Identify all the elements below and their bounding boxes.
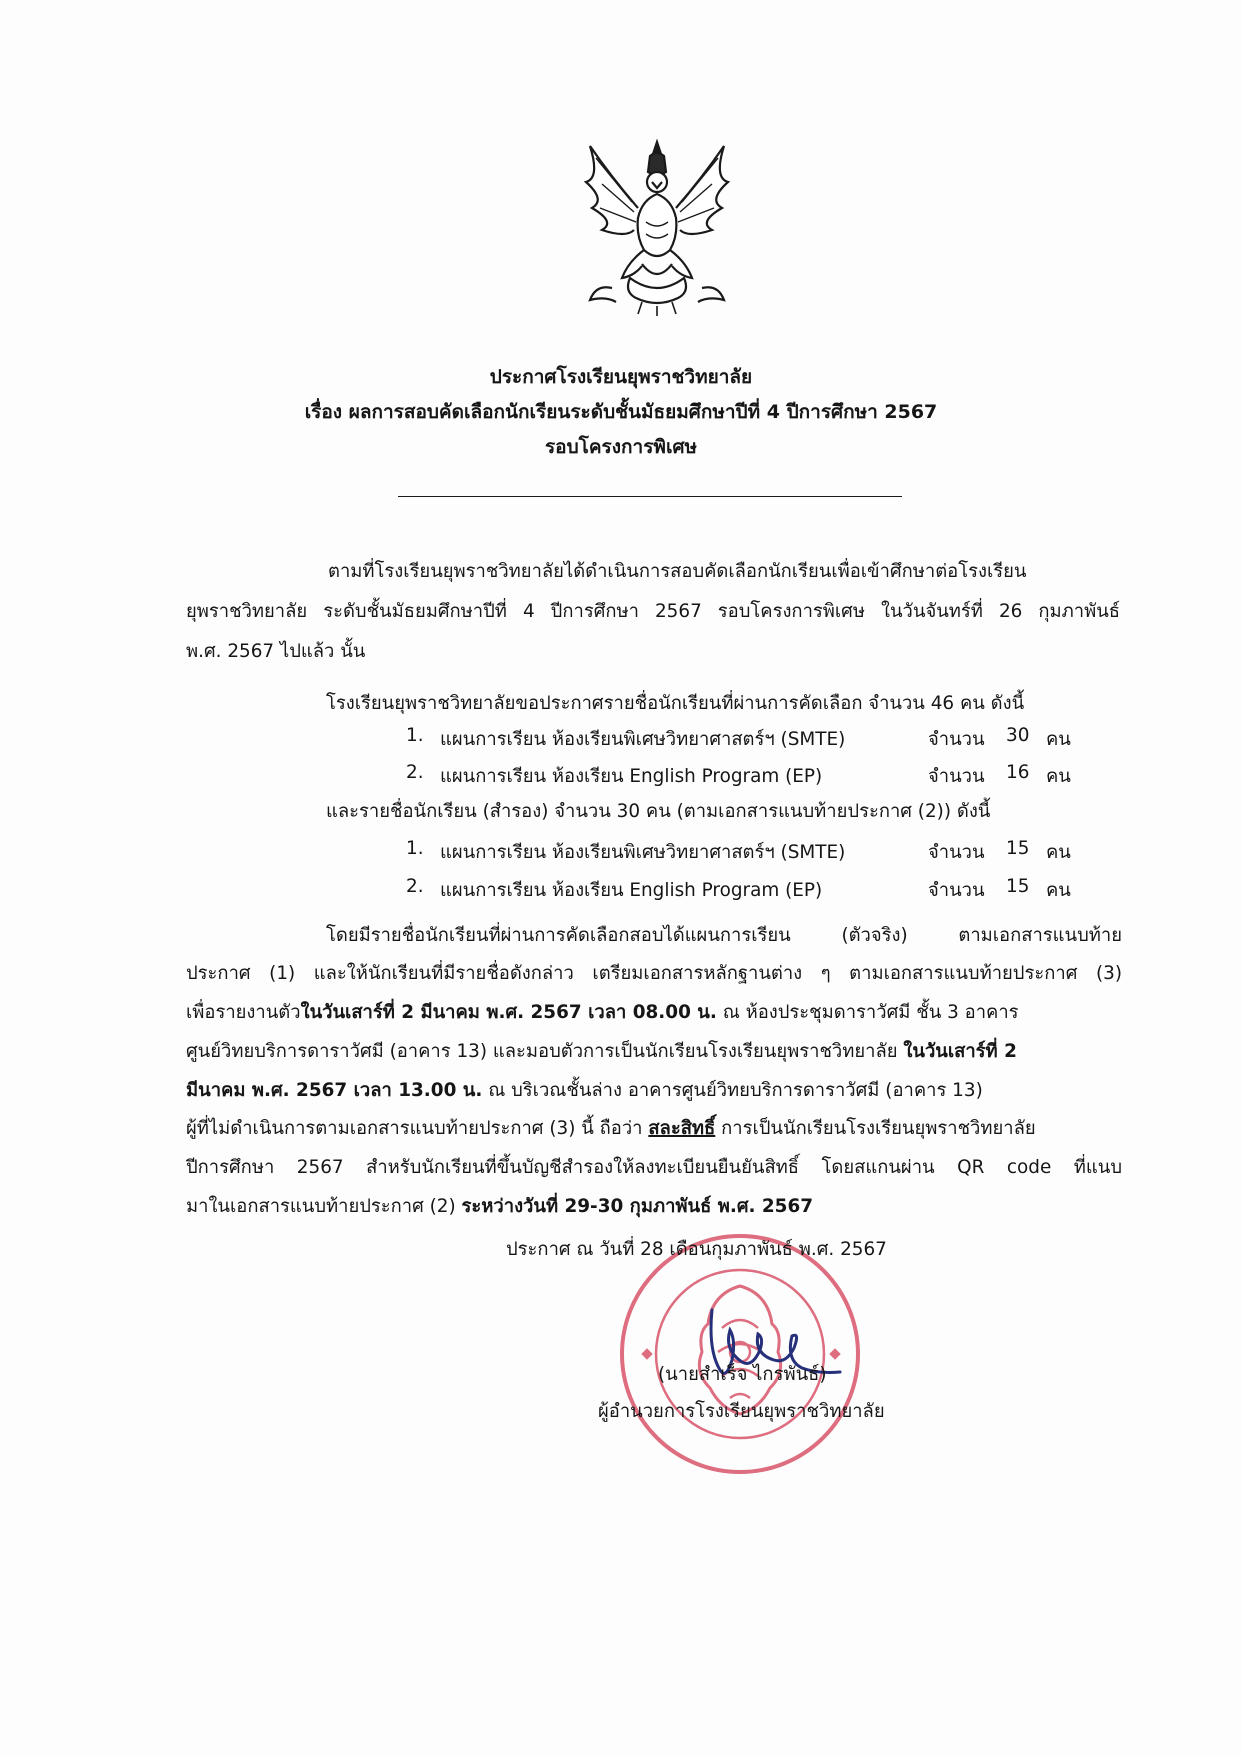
count-label: จำนวน: [928, 766, 985, 787]
announcement-date: ประกาศ ณ วันที่ 28 เดือนกุมภาพันธ์ พ.ศ. 2567: [506, 1239, 887, 1260]
body-text: ศูนย์วิทยบริการดาราวัศมี (อาคาร 13) และมอบตัวการเป็นนักเรียนโรงเรียนยุพราชวิทยาลัย: [186, 1041, 904, 1062]
body-line-2: ประกาศ (1) และให้นักเรียนที่มีรายชื่อดังกล่าว เตรียมเอกสารหลักฐานต่าง ๆ ตามเอกสารแนบท้ายประกาศ (3): [186, 963, 1122, 984]
body-line-4: [186, 1038, 1017, 1066]
forfeit-underlined: สละสิทธิ์: [648, 1118, 716, 1139]
list-text: แผนการเรียน ห้องเรียนพิเศษวิทยาศาสตร์ฯ (SMTE): [440, 729, 846, 750]
count-unit: คน: [1046, 842, 1071, 863]
body-line-5: [186, 1077, 983, 1105]
list-number: 2.: [406, 762, 424, 783]
reserve-lead: และรายชื่อนักเรียน (สำรอง) จำนวน 30 คน (ตามเอกสารแนบท้ายประกาศ (2)) ดังนี้: [326, 801, 991, 822]
intro-line-1: ตามที่โรงเรียนยุพราชวิทยาลัยได้ดำเนินการสอบคัดเลือกนักเรียนเพื่อเข้าศึกษาต่อโรงเรียน: [328, 561, 1027, 582]
count-value: 30: [1006, 725, 1030, 746]
count-value: 15: [1006, 838, 1030, 859]
list-number: 1.: [406, 838, 424, 859]
announcement-round: รอบโครงการพิเศษ: [544, 436, 698, 458]
passed-lead: โรงเรียนยุพราชวิทยาลัยขอประกาศรายชื่อนักเรียนที่ผ่านการคัดเลือก จำนวน 46 คน ดังนี้: [326, 693, 1025, 714]
body-text: เพื่อรายงานตัว: [186, 1002, 301, 1023]
body-line-1: โดยมีรายชื่อนักเรียนที่ผ่านการคัดเลือกสอบได้แผนการเรียน (ตัวจริง) ตามเอกสารแนบท้าย: [326, 925, 1122, 946]
count-unit: คน: [1046, 880, 1071, 901]
list-text: แผนการเรียน ห้องเรียนพิเศษวิทยาศาสตร์ฯ (SMTE): [440, 842, 846, 863]
count-label: จำนวน: [928, 880, 985, 901]
list-text: แผนการเรียน ห้องเรียน English Program (EP): [440, 880, 823, 901]
body-line-6: [186, 1115, 1036, 1143]
body-line-3: [186, 999, 1019, 1027]
signatory-name: (นายสำเร็จ ไกรพันธ์): [658, 1364, 827, 1385]
body-text: การเป็นนักเรียนโรงเรียนยุพราชวิทยาลัย: [715, 1118, 1036, 1139]
enrol-date-bold: ในวันเสาร์ที่ 2: [903, 1041, 1017, 1062]
count-label: จำนวน: [928, 729, 985, 750]
list-number: 2.: [406, 876, 424, 897]
count-value: 15: [1006, 876, 1030, 897]
count-unit: คน: [1046, 766, 1071, 787]
body-text: ณ บริเวณชั้นล่าง อาคารศูนย์วิทยบริการดาราวัศมี (อาคาร 13): [482, 1080, 983, 1101]
announcement-title: ประกาศโรงเรียนยุพราชวิทยาลัย: [489, 366, 753, 388]
signatory-position: ผู้อำนวยการโรงเรียนยุพราชวิทยาลัย: [598, 1401, 885, 1422]
report-date-bold: ในวันเสาร์ที่ 2 มีนาคม พ.ศ. 2567 เวลา 08.00 น.: [300, 1002, 717, 1023]
count-label: จำนวน: [928, 842, 985, 863]
reserve-date-bold: ระหว่างวันที่ 29-30 กุมภาพันธ์ พ.ศ. 2567: [461, 1196, 814, 1217]
enrol-time-bold: มีนาคม พ.ศ. 2567 เวลา 13.00 น.: [186, 1080, 483, 1101]
body-text: ผู้ที่ไม่ดำเนินการตามเอกสารแนบท้ายประกาศ (3) นี้ ถือว่า: [186, 1118, 649, 1139]
intro-line-2: ยุพราชวิทยาลัย ระดับชั้นมัธยมศึกษาปีที่ 4 ปีการศึกษา 2567 รอบโครงการพิเศษ ในวันจันทร์ที่ 26 กุมภาพันธ์: [186, 601, 1120, 622]
intro-line-3: พ.ศ. 2567 ไปแล้ว นั้น: [186, 641, 366, 662]
list-text: แผนการเรียน ห้องเรียน English Program (EP): [440, 766, 823, 787]
announcement-subject: เรื่อง ผลการสอบคัดเลือกนักเรียนระดับชั้นมัธยมศึกษาปีที่ 4 ปีการศึกษา 2567: [304, 401, 938, 423]
count-unit: คน: [1046, 729, 1071, 750]
garuda-emblem-icon: [572, 138, 742, 316]
title-divider: [398, 496, 902, 497]
body-text: มาในเอกสารแนบท้ายประกาศ (2): [186, 1196, 462, 1217]
body-line-8: [186, 1193, 813, 1221]
body-text: ณ ห้องประชุมดาราวัศมี ชั้น 3 อาคาร: [716, 1002, 1019, 1023]
body-line-7: ปีการศึกษา 2567 สำหรับนักเรียนที่ขึ้นบัญชีสำรองให้ลงทะเบียนยืนยันสิทธิ์ โดยสแกนผ่าน QR code ที่แนบ: [186, 1157, 1122, 1178]
count-value: 16: [1006, 762, 1030, 783]
list-number: 1.: [406, 725, 424, 746]
